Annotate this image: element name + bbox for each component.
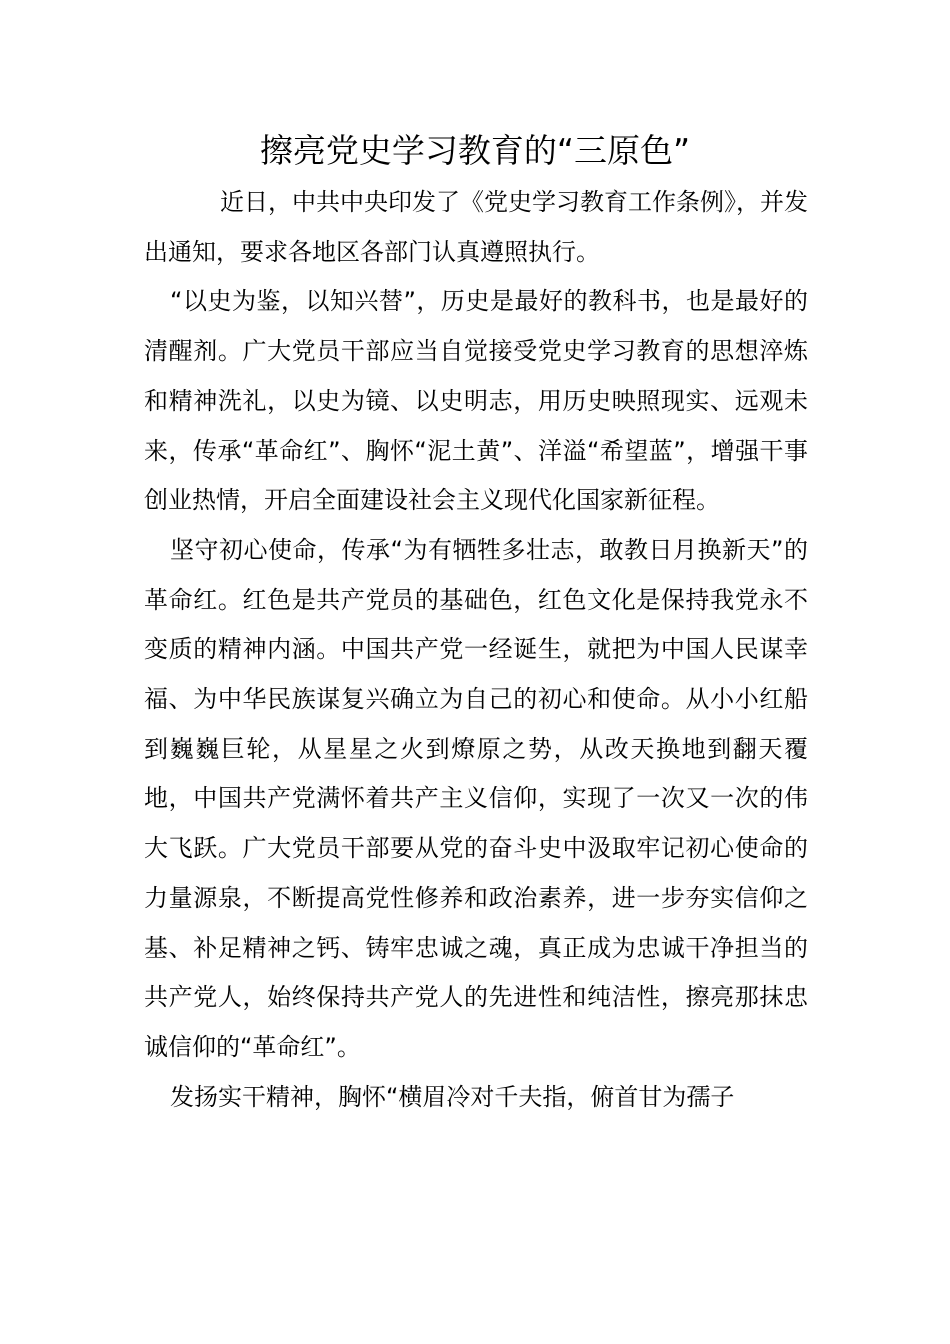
- paragraph-revolution-red: 坚守初心使命，传承“为有牺牲多壮志，敢教日月换新天”的革命红。红色是共产党员的基础色，红色文化是保持我党永不变质的精神内涵。中国共产党一经诞生，就把为中国人民谋幸福、为中华民族谋复兴确立为自己的初心和使命。从小小红船到巍巍巨轮，从星星之火到燎原之势，从改天换地到翻天覆地，中国共产党满怀着共产主义信仰，实现了一次又一次的伟大飞跃。广大党员干部要从党的奋斗史中汲取牢记初心使命的力量源泉，不断提高党性修养和政治素养，进一步夯实信仰之基、补足精神之钙、铸牢忠诚之魂，真正成为忠诚干净担当的共产党人，始终保持共产党人的先进性和纯洁性，擦亮那抹忠诚信仰的“革命红”。: [144, 535, 808, 1061]
- document-title: 擦亮党史学习教育的“三原色”: [259, 131, 691, 170]
- paragraph-history-mirror: “以史为鉴，以知兴替”，历史是最好的教科书，也是最好的清醒剂。广大党员干部应当自觉接受党史学习教育的思想淬炼和精神洗礼，以史为镜、以史明志，用历史映照现实、远观未来，传承“革命红”、胸怀“泥土黄”、洋溢“希望蓝”，增强干事创业热情，开启全面建设社会主义现代化国家新征程。: [144, 287, 808, 515]
- paragraph-practical-spirit: 发扬实干精神，胸怀“横眉冷对千夫指，俯首甘为孺子: [170, 1082, 735, 1111]
- paragraph-intro: 近日，中共中央印发了《党史学习教育工作条例》，并发出通知，要求各地区各部门认真遵照执行。: [144, 188, 808, 266]
- document-body: [144, 178, 808, 1122]
